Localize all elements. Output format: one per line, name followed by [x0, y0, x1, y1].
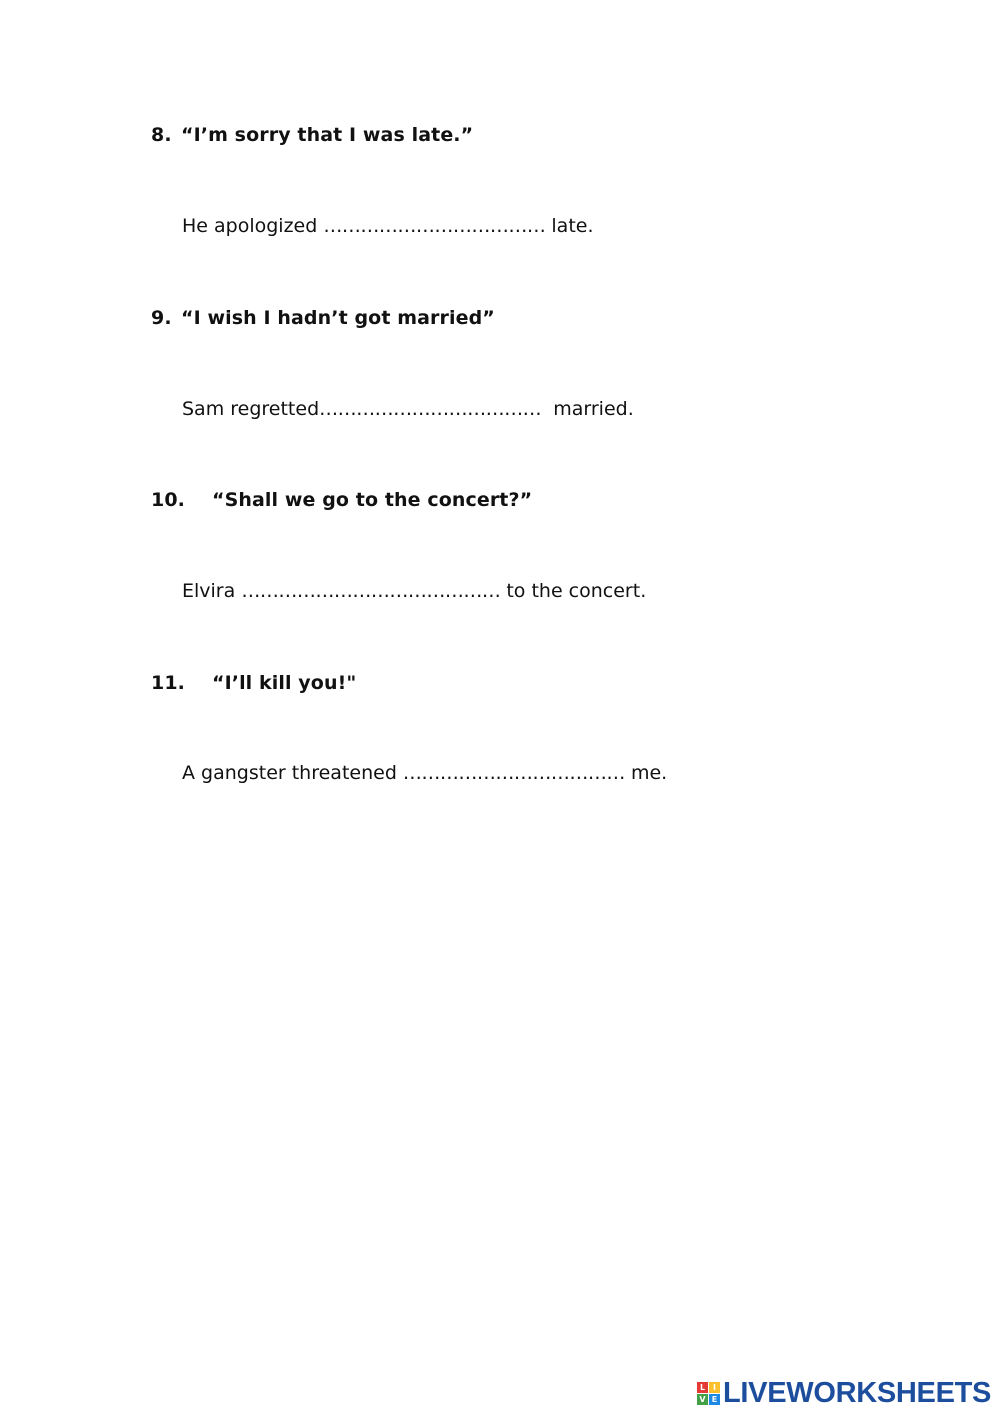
answer-blank[interactable]: ……………………………… — [323, 215, 546, 237]
question-11-prompt — [151, 672, 356, 694]
question-number: 11. — [151, 672, 185, 694]
question-9-answer-line — [182, 398, 634, 420]
question-11-answer-line — [182, 762, 667, 784]
question-8-answer-line — [182, 215, 594, 237]
logo-mark-letter: L — [697, 1382, 708, 1393]
answer-blank[interactable]: ……………………………… — [402, 762, 625, 784]
answer-start: Elvira — [182, 580, 242, 602]
answer-end: late. — [545, 215, 594, 237]
question-text: “Shall we go to the concert?” — [212, 489, 533, 511]
answer-blank[interactable]: ……………………………… — [319, 398, 542, 420]
question-number: 8. — [151, 124, 172, 146]
answer-start: A gangster threatened — [182, 762, 403, 784]
question-text: “I’m sorry that I was late.” — [181, 124, 474, 146]
question-9-prompt — [151, 307, 495, 329]
answer-start: Sam regretted — [182, 398, 320, 420]
question-8-prompt — [151, 124, 473, 146]
question-text: “I wish I hadn’t got married” — [181, 307, 495, 329]
logo-mark-letter: I — [709, 1382, 720, 1393]
question-text: “I’ll kill you!" — [212, 672, 357, 694]
logo-text: LIVEWORKSHEETS — [723, 1376, 992, 1409]
question-10-answer-line — [182, 580, 646, 602]
question-number: 10. — [151, 489, 185, 511]
logo-mark-icon — [697, 1382, 720, 1405]
answer-blank[interactable]: …………………………………… — [241, 580, 501, 602]
answer-end: me. — [624, 762, 668, 784]
question-number: 9. — [151, 307, 172, 329]
answer-end: to the concert. — [500, 580, 647, 602]
answer-start: He apologized — [182, 215, 324, 237]
answer-end: married. — [541, 398, 634, 420]
question-10-prompt — [151, 489, 532, 511]
logo-mark-letter: V — [697, 1394, 708, 1405]
logo-mark-letter: E — [709, 1394, 720, 1405]
liveworksheets-logo[interactable] — [697, 1376, 991, 1410]
